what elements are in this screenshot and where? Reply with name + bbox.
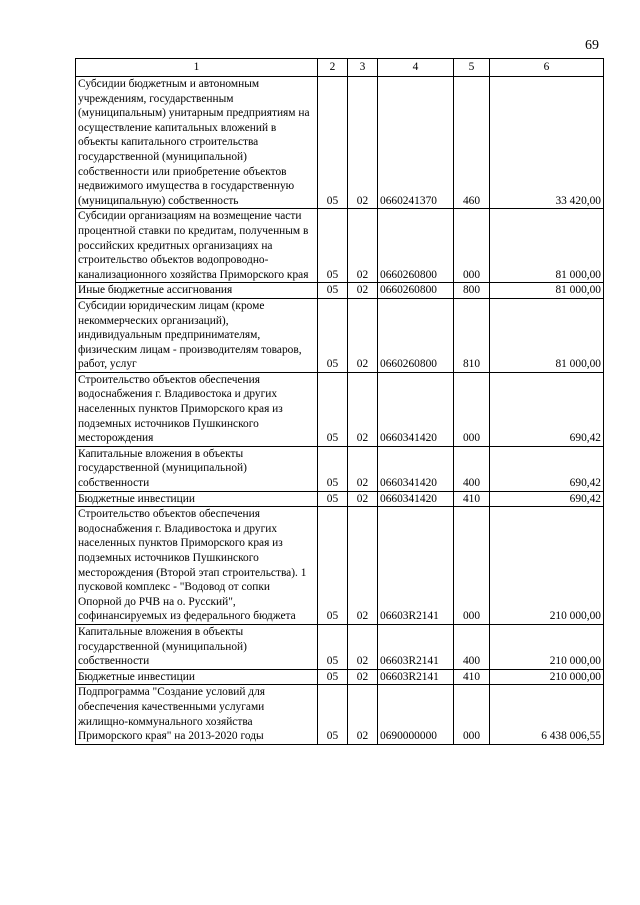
row-name: Подпрограмма "Создание условий для обеспечения качественными услугами жилищно-коммунального хозяйства Приморского края" на 2013-2020 годы [76,685,318,744]
row-target-code: 0660260800 [378,209,454,283]
row-section: 05 [318,491,348,507]
row-target-code: 06603R2141 [378,624,454,669]
table-row [76,372,604,446]
row-subsection: 02 [348,669,378,685]
row-target-code: 0660260800 [378,283,454,299]
row-subsection: 02 [348,491,378,507]
row-section: 05 [318,624,348,669]
row-amount: 690,42 [490,446,604,491]
row-subsection: 02 [348,209,378,283]
row-amount: 6 438 006,55 [490,685,604,744]
table-row [76,446,604,491]
row-section: 05 [318,372,348,446]
row-name: Капитальные вложения в объекты государственной (муниципальной) собственности [76,446,318,491]
page-number: 69 [585,38,599,53]
table-row [76,507,604,625]
budget-table [75,58,604,745]
row-section: 05 [318,669,348,685]
row-target-code: 0660341420 [378,372,454,446]
row-name: Бюджетные инвестиции [76,669,318,685]
column-header-expense-type: 5 [454,59,490,77]
row-target-code: 0660341420 [378,491,454,507]
row-target-code: 0660341420 [378,446,454,491]
row-name: Бюджетные инвестиции [76,491,318,507]
table-row [76,669,604,685]
row-section: 05 [318,298,348,372]
row-section: 05 [318,685,348,744]
row-name: Субсидии организациям на возмещение части процентной ставки по кредитам, полученным в российских кредитных организациях на строительство объектов водопроводно-канализационного хозяйства Приморского края [76,209,318,283]
row-name: Строительство объектов обеспечения водоснабжения г. Владивостока и других населенных пунктов Приморского края из подземных источников Пушкинского месторождения (Второй этап строительства). 1 пусковой комплекс - "Водовод от сопки Опорной до РЧВ на о. Русский", софинансируемых из федерального бюджета [76,507,318,625]
row-target-code: 0690000000 [378,685,454,744]
row-expense-type: 400 [454,624,490,669]
row-section: 05 [318,446,348,491]
table-row [76,685,604,744]
row-expense-type: 000 [454,372,490,446]
row-subsection: 02 [348,283,378,299]
row-name: Иные бюджетные ассигнования [76,283,318,299]
row-expense-type: 410 [454,669,490,685]
row-amount: 81 000,00 [490,298,604,372]
row-amount: 33 420,00 [490,77,604,209]
table-row [76,283,604,299]
row-expense-type: 460 [454,77,490,209]
row-subsection: 02 [348,685,378,744]
row-amount: 81 000,00 [490,209,604,283]
row-subsection: 02 [348,372,378,446]
row-target-code: 0660260800 [378,298,454,372]
row-expense-type: 800 [454,283,490,299]
row-name: Капитальные вложения в объекты государственной (муниципальной) собственности [76,624,318,669]
row-subsection: 02 [348,507,378,625]
row-expense-type: 000 [454,507,490,625]
table-row [76,624,604,669]
row-name: Строительство объектов обеспечения водоснабжения г. Владивостока и других населенных пунктов Приморского края из подземных источников Пушкинского месторождения [76,372,318,446]
table-row [76,491,604,507]
column-header-subsection: 3 [348,59,378,77]
row-subsection: 02 [348,446,378,491]
row-expense-type: 000 [454,685,490,744]
row-section: 05 [318,507,348,625]
column-header-name: 1 [76,59,318,77]
column-header-target-code: 4 [378,59,454,77]
row-subsection: 02 [348,77,378,209]
row-amount: 210 000,00 [490,507,604,625]
row-amount: 690,42 [490,491,604,507]
column-header-amount: 6 [490,59,604,77]
row-section: 05 [318,77,348,209]
row-expense-type: 400 [454,446,490,491]
row-amount: 690,42 [490,372,604,446]
row-amount: 81 000,00 [490,283,604,299]
row-amount: 210 000,00 [490,624,604,669]
row-target-code: 0660241370 [378,77,454,209]
table-row [76,209,604,283]
row-expense-type: 000 [454,209,490,283]
row-section: 05 [318,209,348,283]
row-subsection: 02 [348,298,378,372]
table-row [76,77,604,209]
header-row [76,59,604,77]
row-target-code: 06603R2141 [378,507,454,625]
row-expense-type: 410 [454,491,490,507]
table-row [76,298,604,372]
row-amount: 210 000,00 [490,669,604,685]
row-expense-type: 810 [454,298,490,372]
column-header-section: 2 [318,59,348,77]
row-target-code: 06603R2141 [378,669,454,685]
row-section: 05 [318,283,348,299]
row-name: Субсидии юридическим лицам (кроме некоммерческих организаций), индивидуальным предпринимателям, физическим лицам - производителям товаров, работ, услуг [76,298,318,372]
row-subsection: 02 [348,624,378,669]
row-name: Субсидии бюджетным и автономным учреждениям, государственным (муниципальным) унитарным предприятиям на осуществление капитальных вложений в объекты капитального строительства государственной (муниципальной) собственности или приобретение объектов недвижимого имущества в государственную (муниципальную) собственность [76,77,318,209]
